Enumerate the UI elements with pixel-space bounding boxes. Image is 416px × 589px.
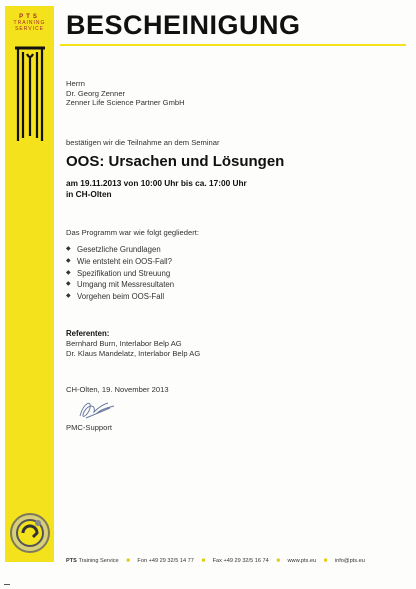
seminar-title: OOS: Ursachen und Lösungen [66,153,285,170]
list-item [66,244,174,256]
footer-contact-bar [66,558,411,564]
list-item [66,268,174,280]
referent-line: Dr. Klaus Mandelatz, Interlabor Belp AG [66,348,201,358]
footer-email[interactable]: info@pts.eu [334,558,365,564]
address-line: Herrn [66,79,85,88]
address-line: Zenner Life Science Partner GmbH [66,98,185,108]
program-item-text: Vorgehen beim OOS-Fall [77,292,165,302]
seminar-date: am 19.11.2013 von 10:00 Uhr bis ca. 17:00 Uhr [66,178,247,188]
handwritten-signature [70,394,120,424]
separator-square-icon: ■ [276,558,280,564]
logo-service-text: SERVICE [15,26,44,32]
seminar-date-block [66,178,247,199]
list-item [66,256,174,268]
program-list [66,244,174,303]
program-item-text: Umgang mit Messresultaten [77,280,175,290]
bullet-diamond-icon: ◆ [66,257,71,264]
seminar-location: in CH-Olten [66,188,112,199]
signer-name: PMC-Support [66,423,113,432]
program-item-text: Gesetzliche Grundlagen [77,245,161,254]
place-and-date: CH-Olten, 19. November 2013 [66,385,169,394]
referent-line: Bernhard Burn, Interlabor Belp AG [66,339,182,348]
address-line: Dr. Georg Zenner [66,88,126,98]
list-item [66,291,174,303]
footer-fax: Fax +49 29 32/5 16 74 [212,558,269,564]
referents-heading: Referenten: [66,329,110,338]
bullet-diamond-icon: ◆ [66,246,71,252]
footer-website[interactable]: www.pts.eu [287,558,317,564]
logo-training-text: TRAINING [13,20,46,26]
logo-pts-text: PTS [19,14,40,20]
pts-logo [5,6,54,50]
scan-mark [4,584,10,585]
bullet-diamond-icon: ◆ [66,281,71,288]
list-item [66,279,174,291]
program-item-text: Wie entsteht ein OOS-Fall? [77,256,172,266]
footer-brand-rest: Training Service [78,558,119,564]
footer-phone: Fon +49 29 32/5 14 77 [137,558,194,564]
footer-brand: PTS [66,558,77,564]
separator-square-icon: ■ [201,558,206,564]
page-title: BESCHEINIGUNG [66,10,301,40]
referents-list [66,339,200,358]
separator-square-icon: ■ [323,558,328,564]
program-intro: Das Programm war wie folgt gegliedert: [66,228,199,237]
bullet-diamond-icon: ◆ [66,293,71,300]
bullet-diamond-icon: ◆ [66,269,71,276]
pts-pillar-logo-icon [13,46,47,146]
separator-square-icon: ■ [126,558,130,564]
program-item-text: Spezifikation und Streuung [77,268,171,278]
qe-seal-icon [8,511,52,555]
participation-intro: bestätigen wir die Teilnahme an dem Seminar [66,138,220,147]
yellow-sidebar [5,6,54,562]
recipient-address [66,79,185,108]
title-divider [60,44,406,46]
